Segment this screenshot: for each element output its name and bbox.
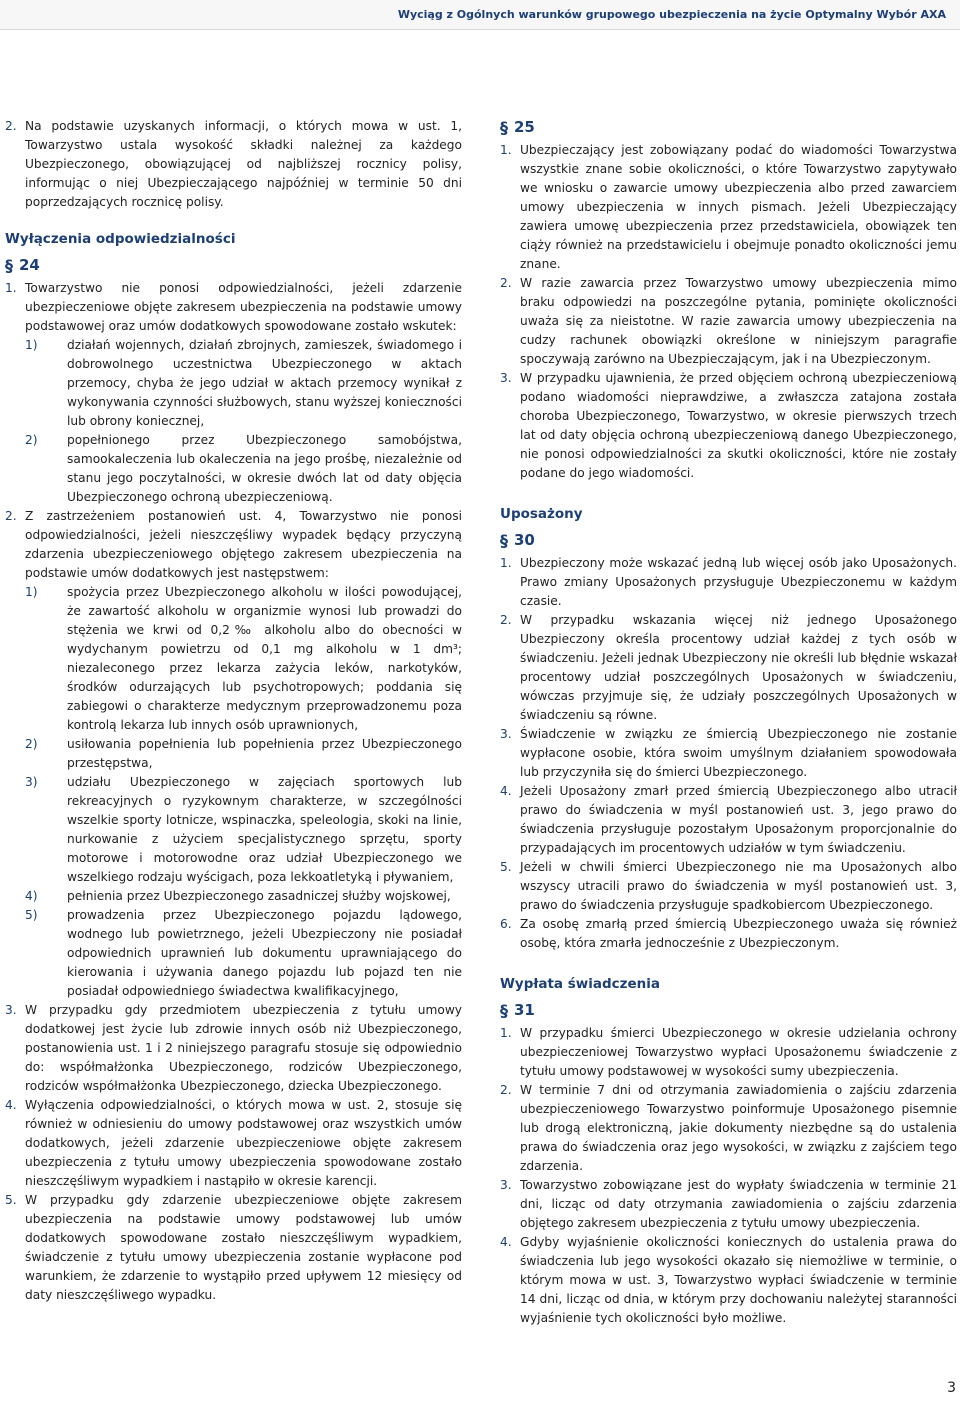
paragraph-number: 4. bbox=[500, 1235, 512, 1249]
paragraph-31-4 bbox=[500, 1233, 957, 1328]
section-sign-icon: § bbox=[5, 255, 13, 275]
paragraph-number: 1. bbox=[500, 556, 512, 570]
paragraph-31-3 bbox=[500, 1176, 957, 1233]
paragraph-24-3 bbox=[5, 1001, 462, 1096]
paragraph-text: W przypadku gdy zdarzenie ubezpieczeniowe objęte zakresem ubezpieczenia na podstawie umowy podstawowej lub umów dodatkowych spowodowane zostało nieszczęśliwym wypadkiem, świadczenie z tytułu umowy ubezpieczenia zostanie wypłacone pod warunkiem, że zdarzenie to wystąpiło przed upływem 12 miesięcy od daty nieszczęśliwego wypadku. bbox=[25, 1193, 462, 1302]
list-item bbox=[5, 336, 462, 431]
paragraph-text: Ubezpieczający jest zobowiązany podać do wiadomości Towarzystwa wszystkie znane sobie okoliczności, o które Towarzystwo zapytywało we wniosku o zawarcie umowy ubezpieczenia albo przed zawarciem umowy ubezpieczenia w innych pismach. Jeżeli Ubezpieczający zawiera umowę ubezpieczenia przez przedstawiciela, obowiązek ten ciąży również na przedstawicielu i obejmuje ponadto okoliczności jemu znane. bbox=[520, 143, 957, 271]
paragraph-number: 2. bbox=[5, 119, 17, 133]
paragraph-text: W przypadku gdy przedmiotem ubezpieczenia z tytułu umowy dodatkowej jest życie lub zdrowie innych osób niż Ubezpieczonego, postanowienia ust. 1 i 2 niniejszego paragrafu stosuje się odpowiednio do: współmałżonka Ubezpieczonego, rodziców Ubezpieczonego, rodziców współmałżonka Ubezpieczonego, dziecka Ubezpieczonego. bbox=[25, 1003, 462, 1093]
paragraph-text: Jeżeli w chwili śmierci Ubezpieczonego nie ma Uposażonych albo wszyscy utracili prawo do świadczenia w myśl postanowień ust. 3, prawo do świadczenia przysługuje spadkobiercom Ubezpieczonego. bbox=[520, 860, 957, 912]
paragraph-text: Za osobę zmarłą przed śmiercią Ubezpieczonego uważa się również osobę, która zmarła jednocześnie z Ubezpieczonym. bbox=[520, 917, 957, 950]
paragraph-30-3 bbox=[500, 725, 957, 782]
paragraph-text: W przypadku ujawnienia, że przed objęciem ochroną ubezpieczeniową podano wiadomości nieprawdziwe, a zwłaszcza zatajona została choroba Ubezpieczonego, Towarzystwo, w okresie pierwszych trzech lat od daty objęcia ochroną ubezpieczeniową danego Ubezpieczonego, nie ponosi odpowiedzialności za skutki okoliczności, które nie zostały podane do jego wiadomości. bbox=[520, 371, 957, 480]
item-text: usiłowania popełnienia lub popełnienia przez Ubezpieczonego przestępstwa, bbox=[67, 737, 462, 770]
paragraph-text: W terminie 7 dni od otrzymania zawiadomienia o zajściu zdarzenia ubezpieczeniowego Towarzystwo poinformuje Uposażonego pisemnie lub drogą elektroniczną, jakie dokumenty niezbędne są do ustalenia prawa do świadczenia oraz jego wysokości, w związku z zajściem tego zdarzenia. bbox=[520, 1083, 957, 1173]
paragraph-number: 3. bbox=[5, 1003, 17, 1017]
paragraph-number: 6. bbox=[500, 917, 512, 931]
paragraph-30-1 bbox=[500, 554, 957, 611]
paragraph-24-2 bbox=[5, 507, 462, 583]
paragraph-text: W przypadku wskazania więcej niż jednego Uposażonego Ubezpieczony określa procentowy udział każdej z tych osób w świadczeniu. Jeżeli jednak Ubezpieczony nie określi lub błędnie wskazał procentowy udział poszczególnych Uposażonych w świadczeniu, wówczas przyjmuje się, że udziały poszczególnych Uposażonych w świadczeniu są równe. bbox=[520, 613, 957, 722]
section-number: 30 bbox=[514, 530, 535, 549]
item-number: 2) bbox=[25, 737, 38, 751]
right-column bbox=[500, 117, 957, 1328]
header-brand: Optymalny Wybór AXA bbox=[805, 8, 946, 21]
paragraph-text: Na podstawie uzyskanych informacji, o których mowa w ust. 1, Towarzystwo ustala wysokość składki należnej za każdego Ubezpieczonego, obowiązującej od najbliższej rocznicy polisy, informując o niej Ubezpieczającego najpóźniej w terminie 50 dni poprzedzających rocznicę polisy. bbox=[25, 119, 462, 209]
paragraph-number: 1. bbox=[500, 143, 512, 157]
paragraph-text: Świadczenie w związku ze śmiercią Ubezpieczonego nie zostanie wypłacone osobie, która swoim umyślnym działaniem spowodowała lub przyczyniła się do śmierci Ubezpieczonego. bbox=[520, 727, 957, 779]
paragraph-24-1 bbox=[5, 279, 462, 336]
paragraph-number: 3. bbox=[500, 727, 512, 741]
paragraph-text: Ubezpieczony może wskazać jedną lub więcej osób jako Uposażonych. Prawo zmiany Uposażonych przysługuje Ubezpieczonemu w każdym czasie. bbox=[520, 556, 957, 608]
section-sign-icon: § bbox=[500, 1000, 508, 1020]
paragraph-30-5 bbox=[500, 858, 957, 915]
paragraph-25-1 bbox=[500, 141, 957, 274]
section-sign-icon: § bbox=[500, 530, 508, 550]
left-column bbox=[5, 117, 462, 1305]
item-text: spożycia przez Ubezpieczonego alkoholu w ilości powodującej, że zawartość alkoholu w organizmie wynosi lub prowadzi do stężenia we krwi od 0,2‰ alkoholu albo do obecności w wydychanym powietrzu od 0,1 mg alkoholu w 1 dm³; niezaleconego przez lekarza zażycia leków, narkotyków, środków odurzających lub psychotropowych; poddania się zabiegowi o charakterze medycznym przeprowadzonemu poza kontrolą lekarza lub innych osób uprawnionych, bbox=[67, 585, 462, 732]
header-title bbox=[398, 8, 946, 21]
paragraph-text: Z zastrzeżeniem postanowień ust. 4, Towarzystwo nie ponosi odpowiedzialności, jeżeli nieszczęśliwy wypadek będący przyczyną zdarzenia ubezpieczeniowego objętego zakresem ubezpieczenia na podstawie umów dodatkowych jest następstwem: bbox=[25, 509, 462, 580]
section-heading-wylaczenia: Wyłączenia odpowiedzialności bbox=[5, 231, 236, 247]
paragraph-number: 4. bbox=[5, 1098, 17, 1112]
section-number: 24 bbox=[19, 255, 40, 274]
item-number: 5) bbox=[25, 908, 38, 922]
paragraph-30-6 bbox=[500, 915, 957, 953]
section-25-header bbox=[500, 117, 957, 137]
item-text: popełnionego przez Ubezpieczonego samobójstwa, samookaleczenia lub okaleczenia na jego prośbę, niezależnie od stanu jego poczytalności, w okresie dwóch lat od daty objęcia Ubezpieczonego ochroną ubezpieczeniową. bbox=[67, 433, 462, 504]
paragraph-31-2 bbox=[500, 1081, 957, 1176]
paragraph-number: 3. bbox=[500, 371, 512, 385]
list-item bbox=[5, 887, 462, 906]
paragraph-number: 1. bbox=[500, 1026, 512, 1040]
paragraph-number: 1. bbox=[5, 281, 17, 295]
section-sign-icon: § bbox=[500, 117, 508, 137]
paragraph-number: 5. bbox=[500, 860, 512, 874]
item-text: działań wojennych, działań zbrojnych, zamieszek, świadomego i dobrowolnego uczestnictwa Ubezpieczonego w aktach przemocy, chyba że jego udział w aktach przemocy wynikał z wykonywania czynności służbowych, stanu wyższej konieczności lub obrony koniecznej, bbox=[67, 338, 462, 428]
list-item bbox=[5, 431, 462, 507]
item-number: 1) bbox=[25, 338, 38, 352]
paragraph-24-4 bbox=[5, 1096, 462, 1191]
header-title-text: Wyciąg z Ogólnych warunków grupowego ubezpieczenia na życie bbox=[397, 8, 802, 21]
section-number: 25 bbox=[514, 117, 535, 136]
item-text: prowadzenia przez Ubezpieczonego pojazdu lądowego, wodnego lub powietrznego, jeżeli Ubezpieczony nie posiadał odpowiednich uprawnień lub dokumentu uprawniającego do kierowania i używania danego pojazdu lub pojazd ten nie posiadał odpowiedniego świadectwa kwalifikacyjnego, bbox=[67, 908, 462, 998]
paragraph-25-3 bbox=[500, 369, 957, 483]
section-heading-uposazony: Uposażony bbox=[500, 506, 583, 522]
paragraph-30-2 bbox=[500, 611, 957, 725]
paragraph-number: 2. bbox=[500, 613, 512, 627]
section-30-header bbox=[500, 530, 957, 550]
paragraph-text: Towarzystwo zobowiązane jest do wypłaty świadczenia w terminie 21 dni, licząc od daty otrzymania zawiadomienia o zajściu zdarzenia objętego zakresem ubezpieczenia z tytułu umowy ubezpieczenia. bbox=[520, 1178, 957, 1230]
paragraph-intro bbox=[5, 117, 462, 212]
paragraph-text: W razie zawarcia przez Towarzystwo umowy ubezpieczenia mimo braku odpowiedzi na poszczególne pytania, pominięte okoliczności uważa się za nieistotne. W razie zawarcia umowy ubezpieczenia na cudzy rachunek obowiązki określone w niniejszym paragrafie spoczywają zarówno na Ubezpieczającym, jak i na Ubezpieczonym. bbox=[520, 276, 957, 366]
paragraph-number: 2. bbox=[500, 1083, 512, 1097]
section-31-header bbox=[500, 1000, 957, 1020]
paragraph-number: 5. bbox=[5, 1193, 17, 1207]
paragraph-25-2 bbox=[500, 274, 957, 369]
paragraph-number: 3. bbox=[500, 1178, 512, 1192]
section-24-header bbox=[5, 255, 462, 275]
paragraph-text: W przypadku śmierci Ubezpieczonego w okresie udzielania ochrony ubezpieczeniowej Towarzystwo wypłaci Uposażonemu świadczenie z tytułu umowy podstawowej w wysokości sumy ubezpieczenia. bbox=[520, 1026, 957, 1078]
paragraph-number: 4. bbox=[500, 784, 512, 798]
item-number: 3) bbox=[25, 775, 38, 789]
section-number: 31 bbox=[514, 1000, 535, 1019]
paragraph-24-5 bbox=[5, 1191, 462, 1305]
item-number: 2) bbox=[25, 433, 38, 447]
paragraph-text: Towarzystwo nie ponosi odpowiedzialności, jeżeli zdarzenie ubezpieczeniowe objęte zakresem ubezpieczenia na podstawie umowy podstawowej oraz umów dodatkowych spowodowane zostało wskutek: bbox=[25, 281, 462, 333]
paragraph-30-4 bbox=[500, 782, 957, 858]
paragraph-number: 2. bbox=[5, 509, 17, 523]
paragraph-31-1 bbox=[500, 1024, 957, 1081]
page-number: 3 bbox=[947, 1380, 956, 1396]
paragraph-number: 2. bbox=[500, 276, 512, 290]
list-item bbox=[5, 735, 462, 773]
item-number: 4) bbox=[25, 889, 38, 903]
list-item bbox=[5, 583, 462, 735]
item-text: udziału Ubezpieczonego w zajęciach sportowych lub rekreacyjnych o ryzykownym charakterze, w szczególności wszelkie sporty lotnicze, wspinaczka, speleologia, skoki na linie, nurkowanie z użyciem specjalistycznego sprzętu, sporty motorowe i motorowodne oraz udział Ubezpieczonego we wszelkiego rodzaju wyścigach, poza lekkoatletyką i pływaniem, bbox=[67, 775, 462, 884]
paragraph-text: Wyłączenia odpowiedzialności, o których mowa w ust. 2, stosuje się również w odniesieniu do umowy podstawowej oraz wszystkich umów dodatkowych, jeżeli zdarzenie ubezpieczeniowe objęte zakresem ubezpieczenia z tytułu umowy ubezpieczenia spowodowane zostało nieszczęśliwym wypadkiem i nastąpiło w okresie karencji. bbox=[25, 1098, 462, 1188]
paragraph-text: Jeżeli Uposażony zmarł przed śmiercią Ubezpieczonego albo utracił prawo do świadczenia w myśl postanowień ust. 3, jego prawo do świadczenia przysługuje pozostałym Uposażonym proporcjonalnie do przypadających im procentowych udziałów w tym świadczeniu. bbox=[520, 784, 957, 855]
item-text: pełnienia przez Ubezpieczonego zasadniczej służby wojskowej, bbox=[67, 889, 451, 903]
item-number: 1) bbox=[25, 585, 38, 599]
section-heading-wyplata: Wypłata świadczenia bbox=[500, 976, 661, 992]
list-item bbox=[5, 906, 462, 1001]
list-item bbox=[5, 773, 462, 887]
paragraph-text: Gdyby wyjaśnienie okoliczności koniecznych do ustalenia prawa do świadczenia lub jego wysokości okazało się niemożliwe w terminie, o którym mowa w ust. 3, Towarzystwo wypłaci świadczenie w terminie 14 dni, licząc od dnia, w którym przy dochowaniu należytej staranności wyjaśnienie tych okoliczności było możliwe. bbox=[520, 1235, 957, 1325]
page-header bbox=[0, 0, 960, 30]
